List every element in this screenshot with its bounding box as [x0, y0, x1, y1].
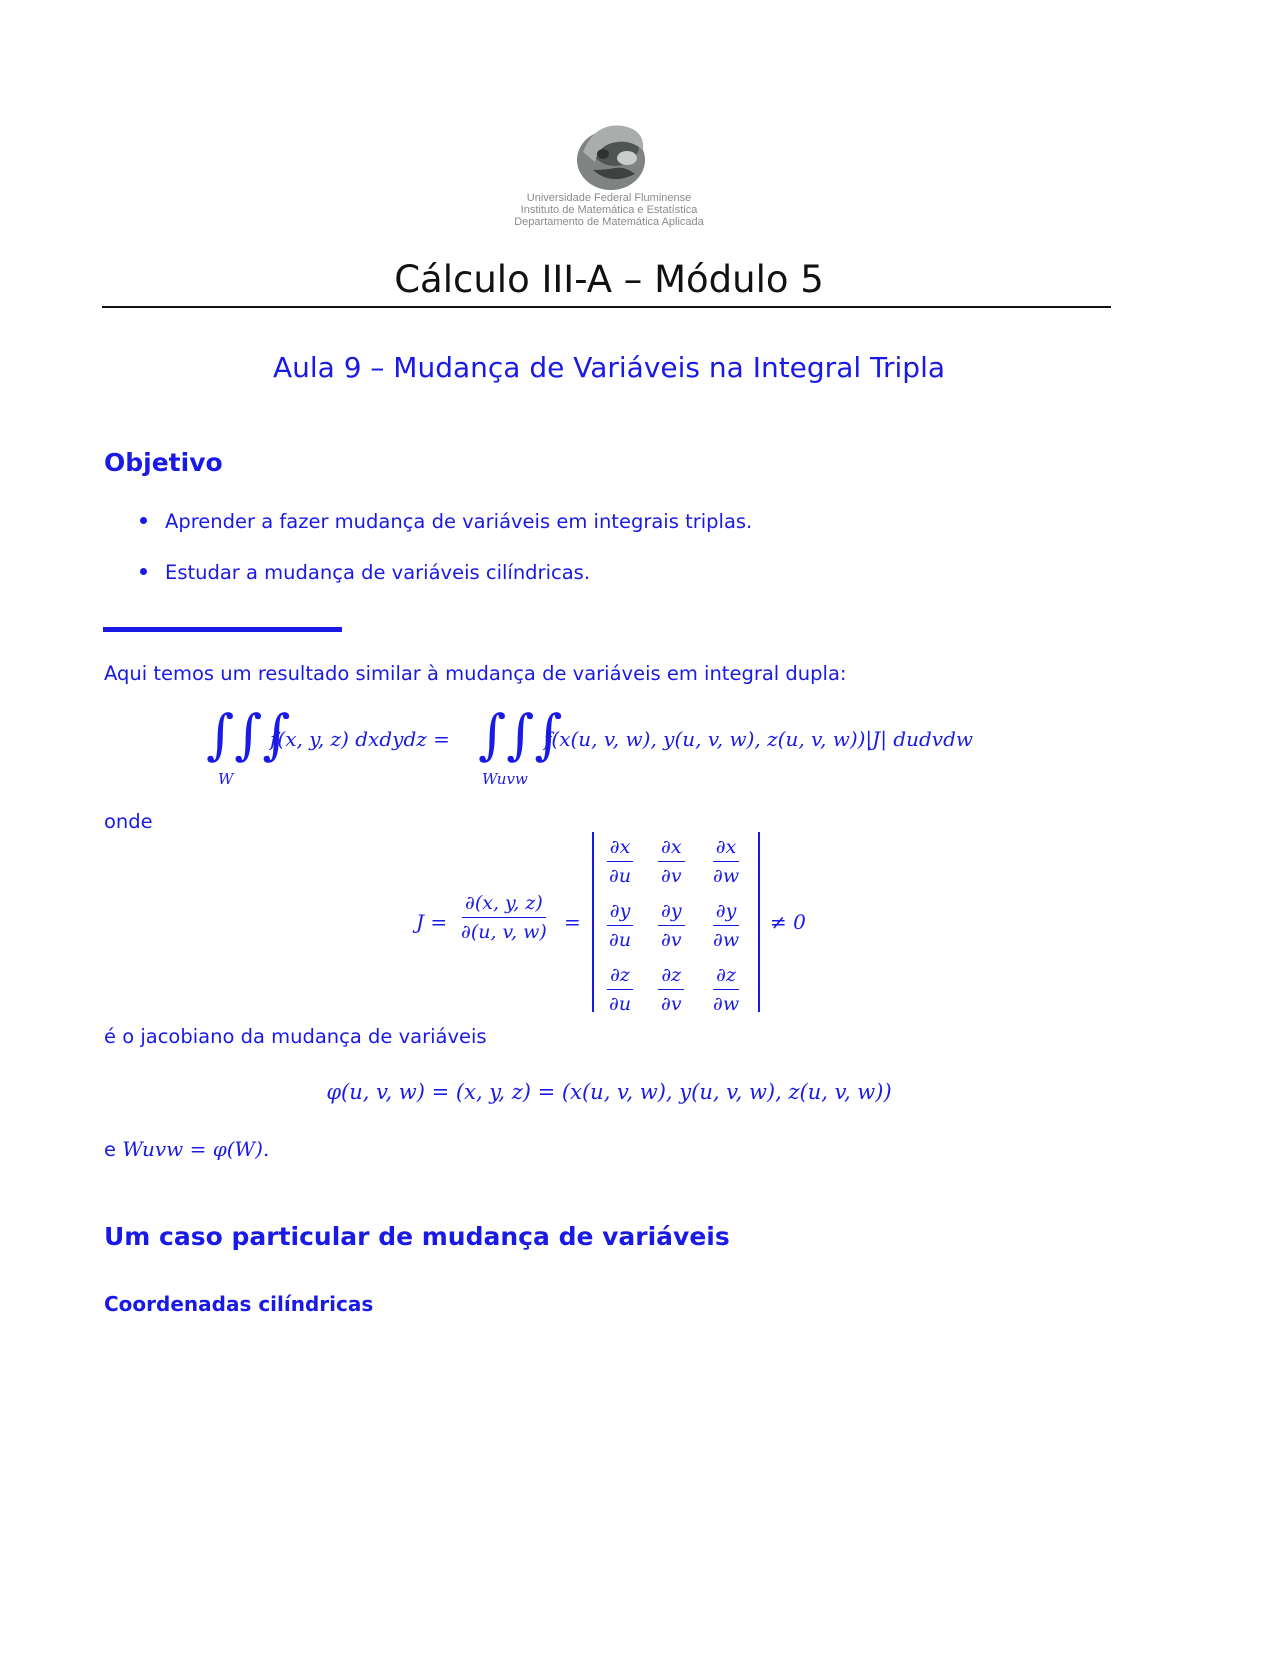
institution-university: Universidade Federal Fluminense — [526, 192, 692, 204]
det-entry-r1-c1: $\frac{\partial x}{\partial u}$ — [606, 836, 634, 887]
det-entry-r1-c3: $\frac{\partial x}{\partial w}$ — [713, 836, 740, 887]
uff-logo-icon — [565, 112, 657, 194]
region-wuvw: Wuvw — [482, 770, 528, 788]
institution-institute: Instituto de Matemática e Estatística — [520, 204, 698, 216]
triple-integral-sign-left: ∫∫∫ — [206, 703, 291, 766]
det-entry-r1-c2: $\frac{\partial x}{\partial v}$ — [658, 836, 685, 887]
neq-zero: ≠ 0 — [770, 910, 806, 934]
page-title: Cálculo III-A – Módulo 5 — [394, 258, 824, 301]
bullet-icon — [140, 517, 147, 524]
phi-equation: φ(u, v, w) = (x, y, z) = (x(u, v, w), y(u, v, w), z(u, v, w)) — [326, 1080, 892, 1104]
section-divider — [103, 627, 342, 632]
lesson-subtitle: Aula 9 – Mudança de Variáveis na Integral Tripla — [272, 351, 946, 384]
jacobian-text: é o jacobiano da mudança de variáveis — [104, 1025, 487, 1048]
triple-integral-sign-right: ∫∫∫ — [478, 703, 563, 766]
det-entry-r2-c2: $\frac{\partial y}{\partial v}$ — [658, 900, 685, 951]
objective-bullet-2: Estudar a mudança de variáveis cilíndricas. — [140, 561, 590, 584]
bullet-icon — [140, 568, 147, 575]
objective-heading: Objetivo — [104, 448, 223, 477]
det-entry-r3-c1: $\frac{\partial z}{\partial u}$ — [609, 964, 632, 1015]
institution-department: Departamento de Matemática Aplicada — [514, 216, 704, 228]
determinant-right-bar — [758, 832, 760, 1012]
w-uvw-line: e Wuvw = φ(W). — [104, 1137, 270, 1161]
det-entry-r2-c1: $\frac{\partial y}{\partial u}$ — [606, 900, 634, 951]
title-rule — [102, 306, 1111, 308]
rhs-integrand: f(x(u, v, w), y(u, v, w), z(u, v, w))|J| dudvdw — [544, 727, 973, 751]
objective-bullet-1: Aprender a fazer mudança de variáveis em integrais triplas. — [140, 510, 752, 533]
lhs-integrand: f(x, y, z) dxdydz = — [270, 727, 450, 751]
intro-paragraph: Aqui temos um resultado similar à mudança de variáveis em integral dupla: — [104, 662, 847, 685]
j-fraction: $\frac{\partial(x, y, z)}{\partial(u, v, w)}$ — [461, 892, 547, 943]
determinant-left-bar — [592, 832, 594, 1012]
det-entry-r3-c3: $\frac{\partial z}{\partial w}$ — [713, 964, 740, 1015]
det-entry-r3-c2: $\frac{\partial z}{\partial v}$ — [658, 964, 685, 1015]
region-w: W — [218, 770, 234, 788]
particular-case-heading: Um caso particular de mudança de variáveis — [104, 1222, 730, 1251]
j-equals: = — [564, 910, 581, 934]
j-prefix: J = — [416, 910, 448, 934]
det-entry-r2-c3: $\frac{\partial y}{\partial w}$ — [713, 900, 740, 951]
cylindrical-heading: Coordenadas cilíndricas — [104, 1292, 374, 1316]
onde-label: onde — [104, 810, 153, 833]
